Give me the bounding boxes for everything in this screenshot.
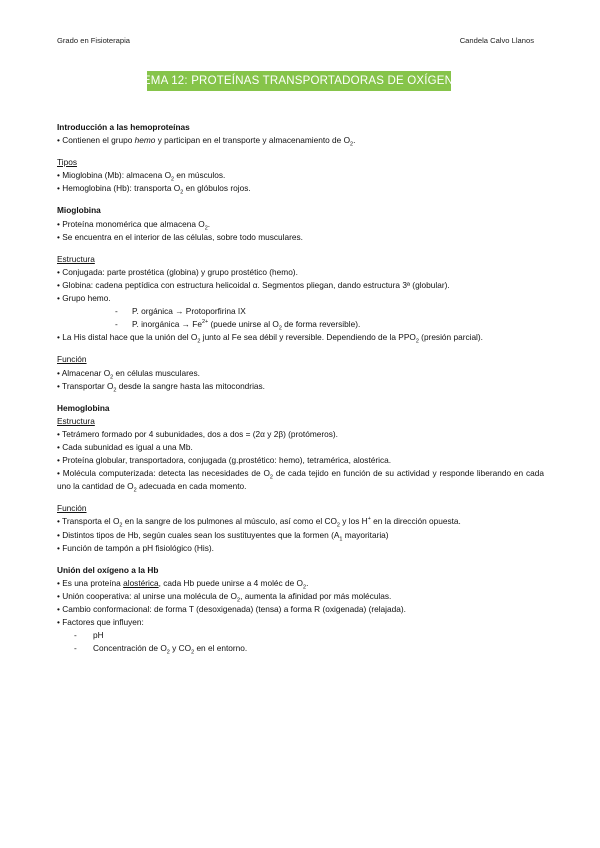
tipos-line-2: • Hemoglobina (Hb): transporta $O_2$ en glóbulos rojos. [57, 183, 251, 197]
estructura-mb-line-1: • Conjugada: parte prostética (globina) y grupo prostético (hemo). [57, 266, 298, 277]
section-heading-funcion-hb: Función [57, 503, 87, 514]
union-factor-2: - Concentración de $O_2$ y $CO_2$ en el entorno. [74, 643, 248, 656]
section-heading-tipos: Tipos [57, 157, 77, 168]
section-heading-estructura-hb: Estructura [57, 415, 95, 426]
section-heading-mioglobina: Mioglobina [57, 205, 101, 216]
section-heading-intro: Introducción a las hemoproteínas [57, 122, 190, 132]
document-body [57, 121, 544, 655]
estructura-mb-subitem-1: - P. orgánica → Protoporfirina IX [115, 306, 246, 317]
estructura-mb-line-2: • Globina: cadena peptídica con estructura helicoidal α. Segmentos pliegan, dando estructura 3ª (globular). [57, 279, 450, 290]
page-title: TEMA 12: PROTEÍNAS TRANSPORTADORAS DE OXÍGENO [147, 71, 451, 91]
estructura-hb-line-2: • Cada subunidad es igual a una Mb. [57, 441, 193, 452]
funcion-hb-line-3: • Función de tampón a pH fisiológico (His). [57, 542, 214, 553]
funcion-mb-line-2: • Transportar $O_2$ desde la sangre hasta las mitocondrias. [57, 380, 265, 394]
estructura-hb-line-1: • Tetrámero formado por 4 subunidades, dos a dos = (2α y 2β) (protómeros). [57, 428, 338, 439]
section-heading-union: Unión del oxígeno a la Hb [57, 564, 159, 575]
intro-line: • Contienen el grupo hemo y participan en el transporte y almacenamiento de $O_2$. [57, 135, 356, 148]
mioglobina-line-1: • Proteína monomérica que almacena $O_2$. [57, 218, 211, 232]
funcion-mb-line-1: • Almacenar $O_2$ en células musculares. [57, 367, 200, 381]
section-heading-estructura-mb: Estructura [57, 253, 95, 264]
funcion-hb-line-1: • Transporta el $O_2$ en la sangre de los pulmones al músculo, así como el $CO_2$ y los H+ en la dirección opuesta. [57, 516, 461, 530]
header-course: Grado en Fisioterapia [57, 36, 131, 45]
union-line-4: • Factores que influyen: [57, 617, 144, 628]
tipos-line-1: • Mioglobina (Mb): almacena $O_2$ en músculos. [57, 170, 226, 183]
section-heading-hemoglobina: Hemoglobina [57, 402, 110, 413]
union-factor-1: - pH [74, 630, 104, 641]
estructura-mb-line-3: • Grupo hemo. [57, 293, 111, 304]
estructura-hb-line-4: • Molécula computerizada: detecta las necesidades de $O_2$ de cada tejido en función de su actividad y responde liberando en cada uno la cantidad de $O_2$ adecuada en cada momento. [57, 468, 544, 494]
union-line-1: • Es una proteína alostérica, cada Hb puede unirse a 4 moléc de $O_2$. [57, 577, 309, 591]
union-line-2: • Unión cooperativa: al unirse una molécula de $O_2$, aumenta la afinidad por más moléculas. [57, 590, 392, 604]
funcion-hb-line-2: • Distintos tipos de Hb, según cuales sean los sustituyentes que la formen ($A_1$ mayoritaria) [57, 529, 389, 543]
header-author: Candela Calvo Llanos [459, 36, 534, 45]
estructura-mb-subitem-2: - P. inorgánica → $Fe^{2+}$ (puede unirse al $O_2$ de forma reversible). [115, 319, 361, 332]
mioglobina-line-2: • Se encuentra en el interior de las células, sobre todo musculares. [57, 231, 303, 242]
section-heading-funcion-mb: Función [57, 354, 87, 365]
estructura-hb-line-3: • Proteína globular, transportadora, conjugada (g.prostético: hemo), tetramérica, alostérica. [57, 455, 392, 466]
estructura-mb-line-4: • La His distal hace que la unión del $O_2$ junto al Fe sea débil y reversible. Dependiendo de la $PPO_2$ (presión parcial). [57, 332, 483, 345]
union-line-3: • Cambio conformacional: de forma T (desoxigenada) (tensa) a forma R (oxigenada) (relajada). [57, 604, 406, 614]
